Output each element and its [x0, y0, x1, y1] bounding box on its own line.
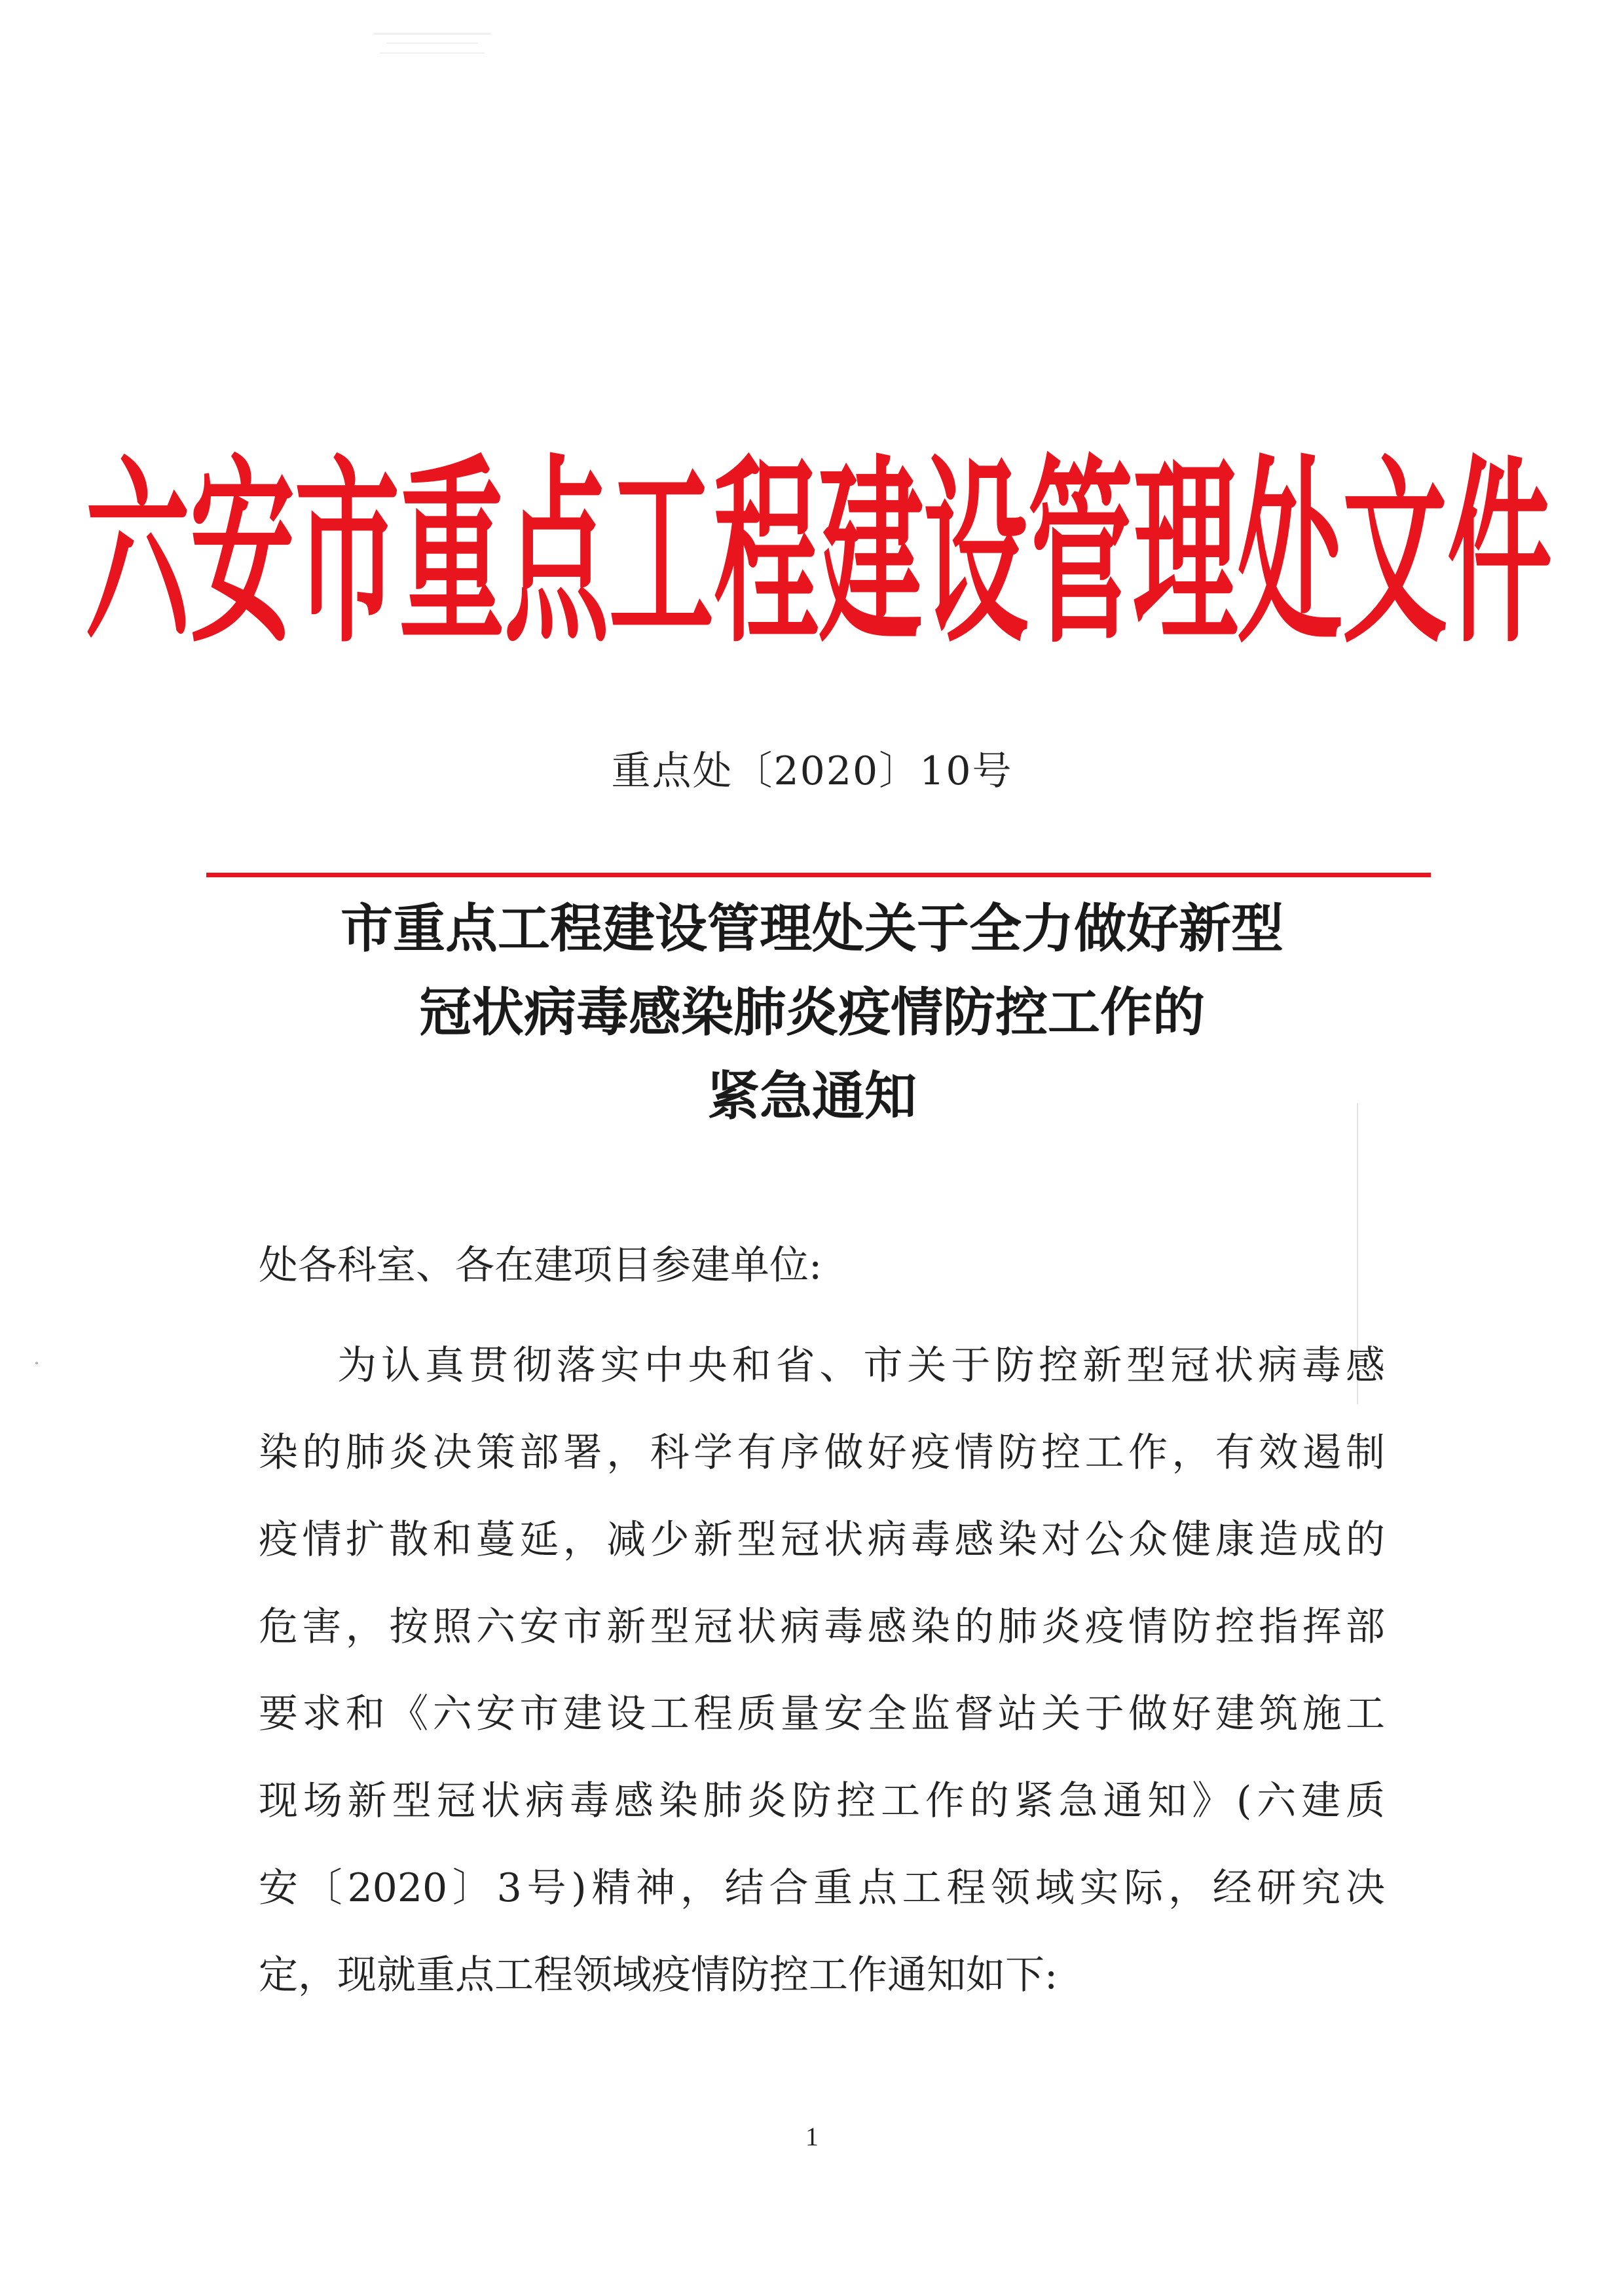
body-paragraph — [259, 1322, 1385, 2019]
body-line: 要求和《六安市建设工程质量安全监督站关于做好建筑施工 — [259, 1691, 1385, 1737]
red-masthead: 六安市重点工程建设管理处文件 — [85, 437, 1553, 670]
body-line: 染的肺炎决策部署，科学有序做好疫情防控工作，有效遏制 — [259, 1430, 1385, 1476]
body-line: 现场新型冠状病毒感染肺炎防控工作的紧急通知》(六建质 — [259, 1778, 1385, 1824]
body-line: 定，现就重点工程领域疫情防控工作通知如下: — [259, 1952, 1058, 1998]
body-line: 疫情扩散和蔓延，减少新型冠状病毒感染对公众健康造成的 — [259, 1517, 1385, 1563]
title-line: 紧急通知 — [707, 1066, 917, 1127]
red-divider-line — [206, 873, 1431, 877]
title-line: 冠状病毒感染肺炎疫情防控工作的 — [419, 982, 1205, 1043]
scan-artifact-dot — [35, 1362, 38, 1364]
document-number: 重点处〔2020〕10号 — [611, 748, 1013, 794]
page-number: 1 — [805, 2122, 819, 2151]
body-line: 安〔2020〕3号)精神，结合重点工程领域实际，经研究决 — [259, 1865, 1385, 1911]
document-title — [196, 887, 1428, 1139]
scan-artifact — [367, 26, 498, 65]
body-line: 危害，按照六安市新型冠状病毒感染的肺炎疫情防控指挥部 — [259, 1604, 1385, 1650]
body-line: 为认真贯彻落实中央和省、市关于防控新型冠状病毒感 — [337, 1343, 1385, 1389]
addressee: 处各科室、各在建项目参建单位: — [259, 1243, 822, 1288]
title-line: 市重点工程建设管理处关于全力做好新型 — [341, 898, 1283, 959]
